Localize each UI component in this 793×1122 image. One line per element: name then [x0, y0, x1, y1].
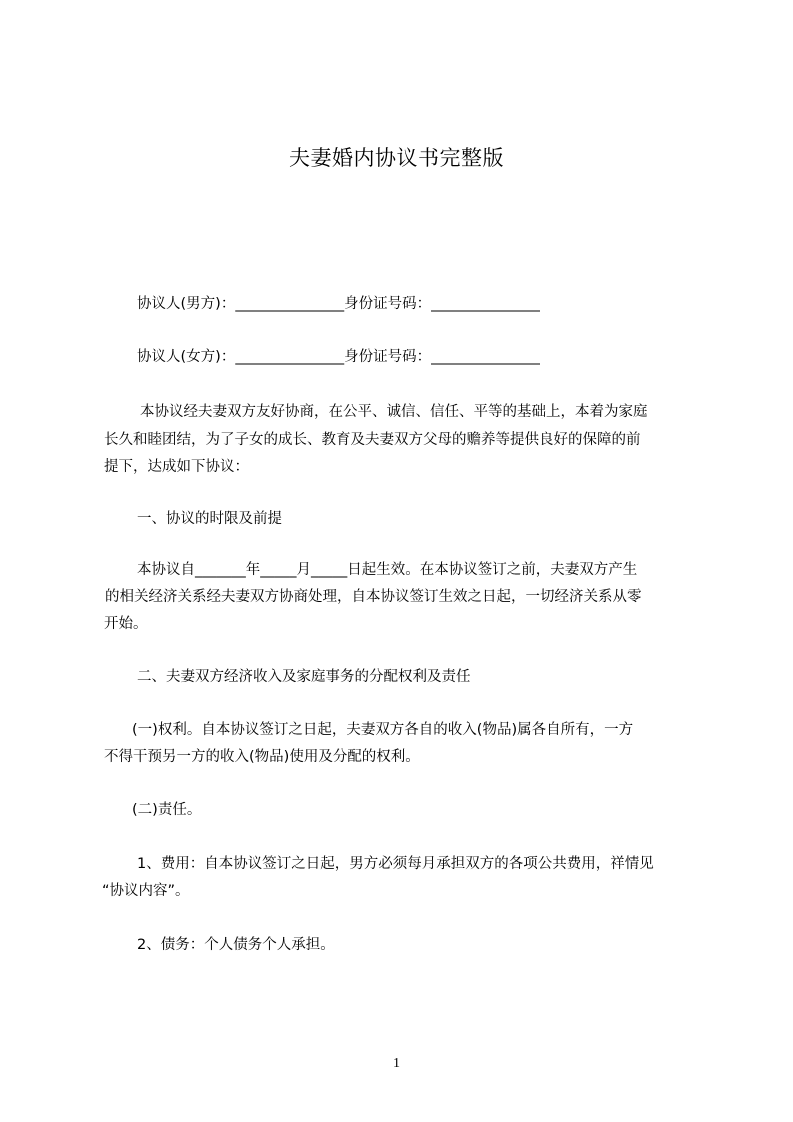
- expenses-line-2: “协议内容”。: [102, 883, 190, 899]
- section-1-line-2: 的相关经济关系经夫妻双方协商处理，自本协议签订生效之日起，一切经济关系从零: [105, 589, 642, 605]
- section-1-line-3: 开始。: [104, 616, 148, 632]
- responsibility-heading: (二)责任。: [132, 802, 202, 818]
- page-number: 1: [393, 1056, 400, 1071]
- preamble-line-1: 本协议经夫妻双方友好协商，在公平、诚信、信任、平等的基础上，本着为家庭: [140, 404, 648, 420]
- document-title: 夫妻婚内协议书完整版: [289, 146, 504, 170]
- section-1-heading: 一、协议的时限及前提: [137, 511, 282, 527]
- party-female-line: 协议人(女方)：_______________身份证号码：_______________: [137, 349, 540, 365]
- section-2-heading: 二、夫妻双方经济收入及家庭事务的分配权利及责任: [137, 669, 471, 685]
- preamble-line-2: 长久和睦团结，为了子女的成长、教育及夫妻双方父母的赡养等提供良好的保障的前: [104, 432, 641, 448]
- expenses-line-1: 1、费用：自本协议签订之日起，男方必须每月承担双方的各项公共费用，祥情见: [137, 856, 654, 872]
- preamble-line-3: 提下，达成如下协议：: [104, 459, 249, 475]
- rights-line-1: (一)权利。自本协议签订之日起，夫妻双方各自的收入(物品)属各自所有，一方: [132, 722, 634, 738]
- rights-line-2: 不得干预另一方的收入(物品)使用及分配的权利。: [104, 749, 420, 765]
- party-male-line: 协议人(男方)：_______________身份证号码：_______________: [137, 296, 540, 312]
- section-1-line-1: 本协议自_______年_____月_____日起生效。在本协议签订之前，夫妻双方产生: [137, 562, 638, 578]
- debts-line: 2、债务：个人债务个人承担。: [137, 937, 335, 953]
